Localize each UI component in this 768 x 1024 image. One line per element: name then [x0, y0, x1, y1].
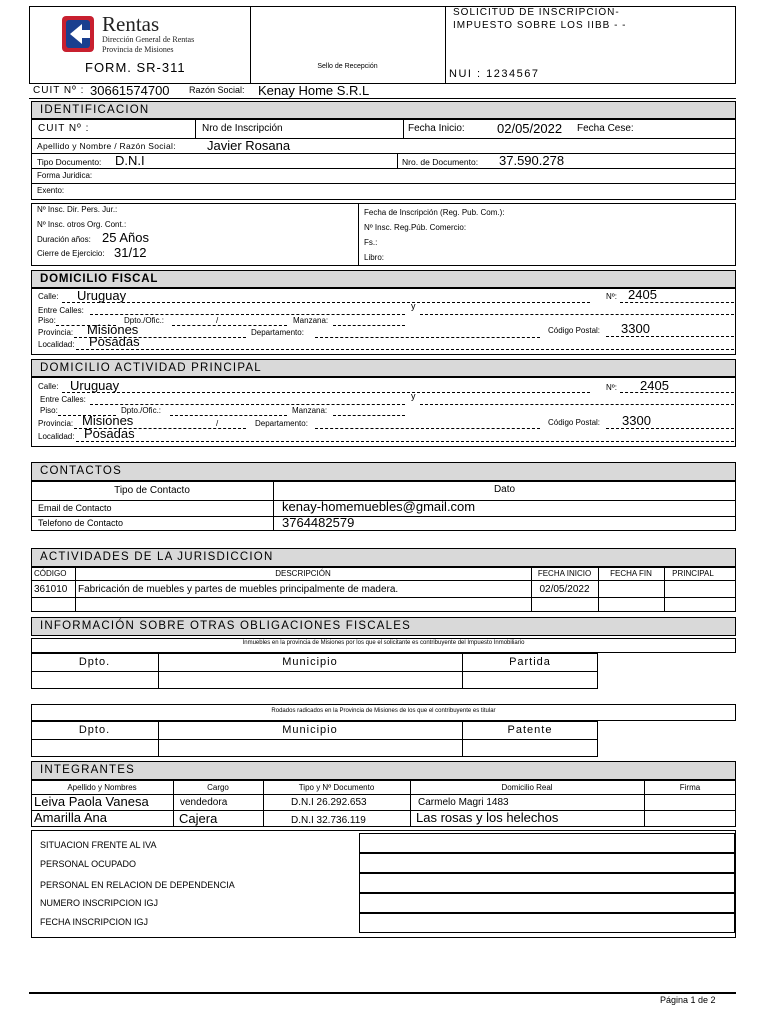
insc-otros-label: Nº Insc. otros Org. Cont.: [37, 220, 127, 229]
numero-igj-label: NUMERO INSCRIPCION IGJ [40, 898, 159, 908]
razon-social-label: Razón Social: [189, 85, 245, 95]
entre-calles-label: Entre Calles: [40, 395, 86, 404]
integrante-cargo: Cajera [179, 811, 218, 826]
fecha-igj-field[interactable] [359, 913, 735, 933]
fecha-inicio-value: 02/05/2022 [497, 121, 563, 136]
cierre-ejercicio-value: 31/12 [114, 245, 147, 260]
col-documento: Tipo y Nº Documento [298, 783, 375, 792]
logo-subtitle: Provincia de Misiones [102, 45, 174, 54]
duracion-label: Duración años: [37, 235, 91, 244]
libro-label: Libro: [364, 253, 385, 262]
apellido-label: Apellido y Nombre / Razón Social: [37, 141, 176, 151]
divider [315, 428, 540, 429]
divider [31, 810, 736, 811]
integrante-domicilio: Carmelo Magri 1483 [418, 797, 509, 808]
col-domicilio: Domicilio Real [501, 783, 553, 792]
manzana-label: Manzana: [293, 316, 329, 325]
localidad-value: Posadas [89, 334, 140, 349]
nro-inscripcion-label: Nro de Inscripción [202, 123, 283, 134]
divider [76, 441, 734, 442]
personal-ocupado-label: PERSONAL OCUPADO [40, 859, 137, 869]
y-label: y [411, 301, 416, 311]
piso-label: Piso: [38, 316, 56, 325]
tipo-documento-value: D.N.I [115, 153, 145, 168]
departamento-label: Departamento: [251, 328, 304, 337]
col-principal: PRINCIPAL [672, 569, 714, 578]
fs-label: Fs.: [364, 238, 378, 247]
departamento-label: Departamento: [255, 419, 308, 428]
codigo-postal-label: Código Postal: [548, 326, 601, 335]
divider [90, 404, 405, 405]
divider [62, 392, 590, 393]
provincia-label: Provincia: [38, 328, 74, 337]
manzana-label: Manzana: [292, 406, 328, 415]
integrante-apellido: Amarilla Ana [34, 810, 107, 825]
actividad-descripcion: Fabricación de muebles y partes de muebles principalmente de madera. [78, 584, 399, 595]
divider [606, 428, 734, 429]
divider [31, 597, 736, 598]
insc-dir-pers-label: Nº Insc. Dir. Pers. Jur.: [37, 205, 118, 214]
numero-value: 2405 [640, 378, 669, 393]
contacto-dato: 3764482579 [282, 515, 355, 530]
divider [172, 325, 287, 326]
situacion-iva-label: SITUACION FRENTE AL IVA [40, 840, 157, 850]
dpto-ofic-label: Dpto./Ofic.: [121, 406, 162, 415]
contacto-tipo: Email de Contacto [38, 503, 112, 513]
divider [397, 153, 398, 168]
fecha-igj-label: FECHA INSCRIPCION IGJ [40, 917, 149, 927]
rod-col-municipio: Municipio [282, 724, 338, 736]
divider [358, 203, 359, 266]
situacion-iva-field[interactable] [359, 833, 735, 853]
identificacion-header: IDENTIFICACION [31, 101, 736, 119]
cuit-label: CUIT Nº : [33, 85, 85, 96]
divider [31, 739, 598, 740]
actividad-fecha-inicio: 02/05/2022 [539, 584, 590, 595]
rod-col-dpto: Dpto. [78, 724, 111, 736]
divider [195, 119, 196, 138]
logo-title: Rentas [102, 12, 160, 36]
divider [90, 314, 405, 315]
ident-cuit-label: CUIT Nº : [38, 123, 90, 134]
divider [29, 98, 736, 99]
slash-separator: / [216, 316, 219, 325]
y-label: y [411, 391, 416, 401]
nui-label: NUI : 1234567 [449, 68, 540, 80]
rod-col-patente: Patente [507, 724, 553, 736]
codigo-postal-value: 3300 [622, 413, 651, 428]
col-fecha-fin: FECHA FIN [610, 569, 652, 578]
integrante-cargo: vendedora [180, 797, 228, 808]
divider [170, 415, 287, 416]
divider [420, 404, 734, 405]
integrante-documento: D.N.I 26.292.653 [291, 797, 367, 808]
calle-label: Calle: [38, 382, 59, 391]
exento-label: Exento: [37, 186, 65, 195]
integrante-documento: D.N.I 32.736.119 [291, 815, 366, 826]
numero-label: Nº: [606, 383, 617, 392]
localidad-label: Localidad: [38, 340, 75, 349]
personal-dependencia-field[interactable] [359, 873, 735, 893]
domicilio-actividad-header: DOMICILIO ACTIVIDAD PRINCIPAL [31, 359, 736, 377]
calle-label: Calle: [38, 292, 59, 301]
divider [403, 119, 404, 138]
col-tipo-contacto: Tipo de Contacto [114, 485, 190, 496]
personal-dependencia-label: PERSONAL EN RELACION DE DEPENDENCIA [40, 880, 235, 890]
form-title-line: IMPUESTO SOBRE LOS IIBB - - [453, 20, 627, 31]
divider [62, 302, 590, 303]
divider [620, 392, 734, 393]
forma-juridica-label: Forma Juridica: [37, 171, 93, 180]
codigo-postal-value: 3300 [621, 321, 650, 336]
nro-documento-value: 37.590.278 [499, 153, 565, 168]
divider [620, 302, 734, 303]
inm-col-partida: Partida [509, 656, 551, 668]
personal-ocupado-field[interactable] [359, 853, 735, 873]
duracion-value: 25 Años [102, 230, 149, 245]
divider [31, 183, 736, 184]
page-number: Página 1 de 2 [660, 995, 716, 1005]
tipo-documento-label: Tipo Documento: [37, 157, 102, 167]
razon-social-value: Kenay Home S.R.L [258, 83, 370, 98]
cierre-ejercicio-label: Cierre de Ejercicio: [37, 249, 105, 258]
integrantes-header: INTEGRANTES [31, 761, 736, 780]
fecha-cese-label: Fecha Cese: [577, 123, 634, 134]
contactos-header: CONTACTOS [31, 462, 736, 481]
contacto-dato: kenay-homemuebles@gmail.com [282, 499, 476, 514]
fecha-inicio-label: Fecha Inicio: [408, 123, 465, 134]
piso-label: Piso: [40, 406, 58, 415]
col-cargo: Cargo [207, 783, 229, 792]
form-code: FORM. SR-311 [85, 60, 186, 75]
logo-subtitle: Dirección General de Rentas [102, 35, 195, 44]
actividades-header: ACTIVIDADES DE LA JURISDICCION [31, 548, 736, 567]
rodados-caption: Rodados radicados en la Provincia de Misiones de los que el contribuyente es titular [271, 708, 496, 714]
divider [31, 516, 736, 517]
localidad-label: Localidad: [38, 432, 75, 441]
divider [333, 325, 405, 326]
divider [445, 6, 446, 84]
cuit-value: 30661574700 [90, 83, 170, 98]
col-apellido: Apellido y Nombres [67, 783, 137, 792]
col-descripcion: DESCRIPCIÓN [275, 569, 331, 578]
actividad-codigo: 361010 [34, 584, 68, 595]
divider [250, 6, 251, 84]
integrante-apellido: Leiva Paola Vanesa [34, 794, 149, 809]
col-firma: Firma [679, 783, 701, 792]
divider [31, 168, 736, 169]
divider [606, 336, 734, 337]
divider [31, 138, 736, 139]
apellido-value: Javier Rosana [207, 138, 291, 153]
codigo-postal-label: Código Postal: [548, 418, 601, 427]
numero-value: 2405 [628, 287, 657, 302]
localidad-value: Posadas [84, 426, 135, 441]
calle-value: Uruguay [70, 378, 120, 393]
fecha-registro-label: Fecha de Inscripción (Reg. Pub. Com.): [364, 208, 505, 217]
inmuebles-caption: Inmuebles en la provincia de Misiones por los que el solicitante es contribuyente del Impuesto Inmobiliario [242, 640, 525, 646]
divider [76, 349, 734, 350]
integrante-domicilio: Las rosas y los helechos [416, 810, 559, 825]
dpto-ofic-label: Dpto./Ofic.: [124, 316, 165, 325]
nro-documento-label: Nro. de Documento: [402, 157, 479, 167]
col-codigo: CÓDIGO [34, 569, 67, 578]
provincia-label: Provincia: [38, 419, 74, 428]
divider [31, 671, 598, 672]
numero-igj-field[interactable] [359, 893, 735, 913]
footer-rule [29, 992, 736, 994]
numero-label: Nº: [606, 292, 617, 301]
provincia-value: Misiones [87, 322, 139, 337]
form-title-line: SOLICITUD DE INSCRIPCIÓN- [453, 7, 620, 18]
form-title [453, 6, 627, 32]
divider [420, 314, 734, 315]
provincia-value: Misiones [82, 413, 134, 428]
insc-reg-comercio-label: Nº Insc. Reg.Púb. Comercio: [364, 223, 467, 232]
divider [31, 580, 736, 581]
slash-separator: / [216, 419, 219, 428]
otras-obligaciones-header: INFORMACIÓN SOBRE OTRAS OBLIGACIONES FISCALES [31, 617, 736, 636]
calle-value: Uruguay [77, 288, 127, 303]
inm-col-municipio: Municipio [282, 656, 338, 668]
sello-label: Sello de Recepción [317, 63, 378, 70]
domicilio-fiscal-header: DOMICILIO FISCAL [31, 270, 736, 288]
divider [315, 337, 540, 338]
inm-col-dpto: Dpto. [78, 656, 111, 668]
contacto-tipo: Telefono de Contacto [38, 518, 124, 528]
col-dato: Dato [493, 484, 516, 495]
divider [333, 415, 405, 416]
rentas-logo-icon [60, 14, 96, 54]
entre-calles-label: Entre Calles: [38, 306, 84, 315]
col-fecha-inicio: FECHA INICIO [537, 569, 592, 578]
